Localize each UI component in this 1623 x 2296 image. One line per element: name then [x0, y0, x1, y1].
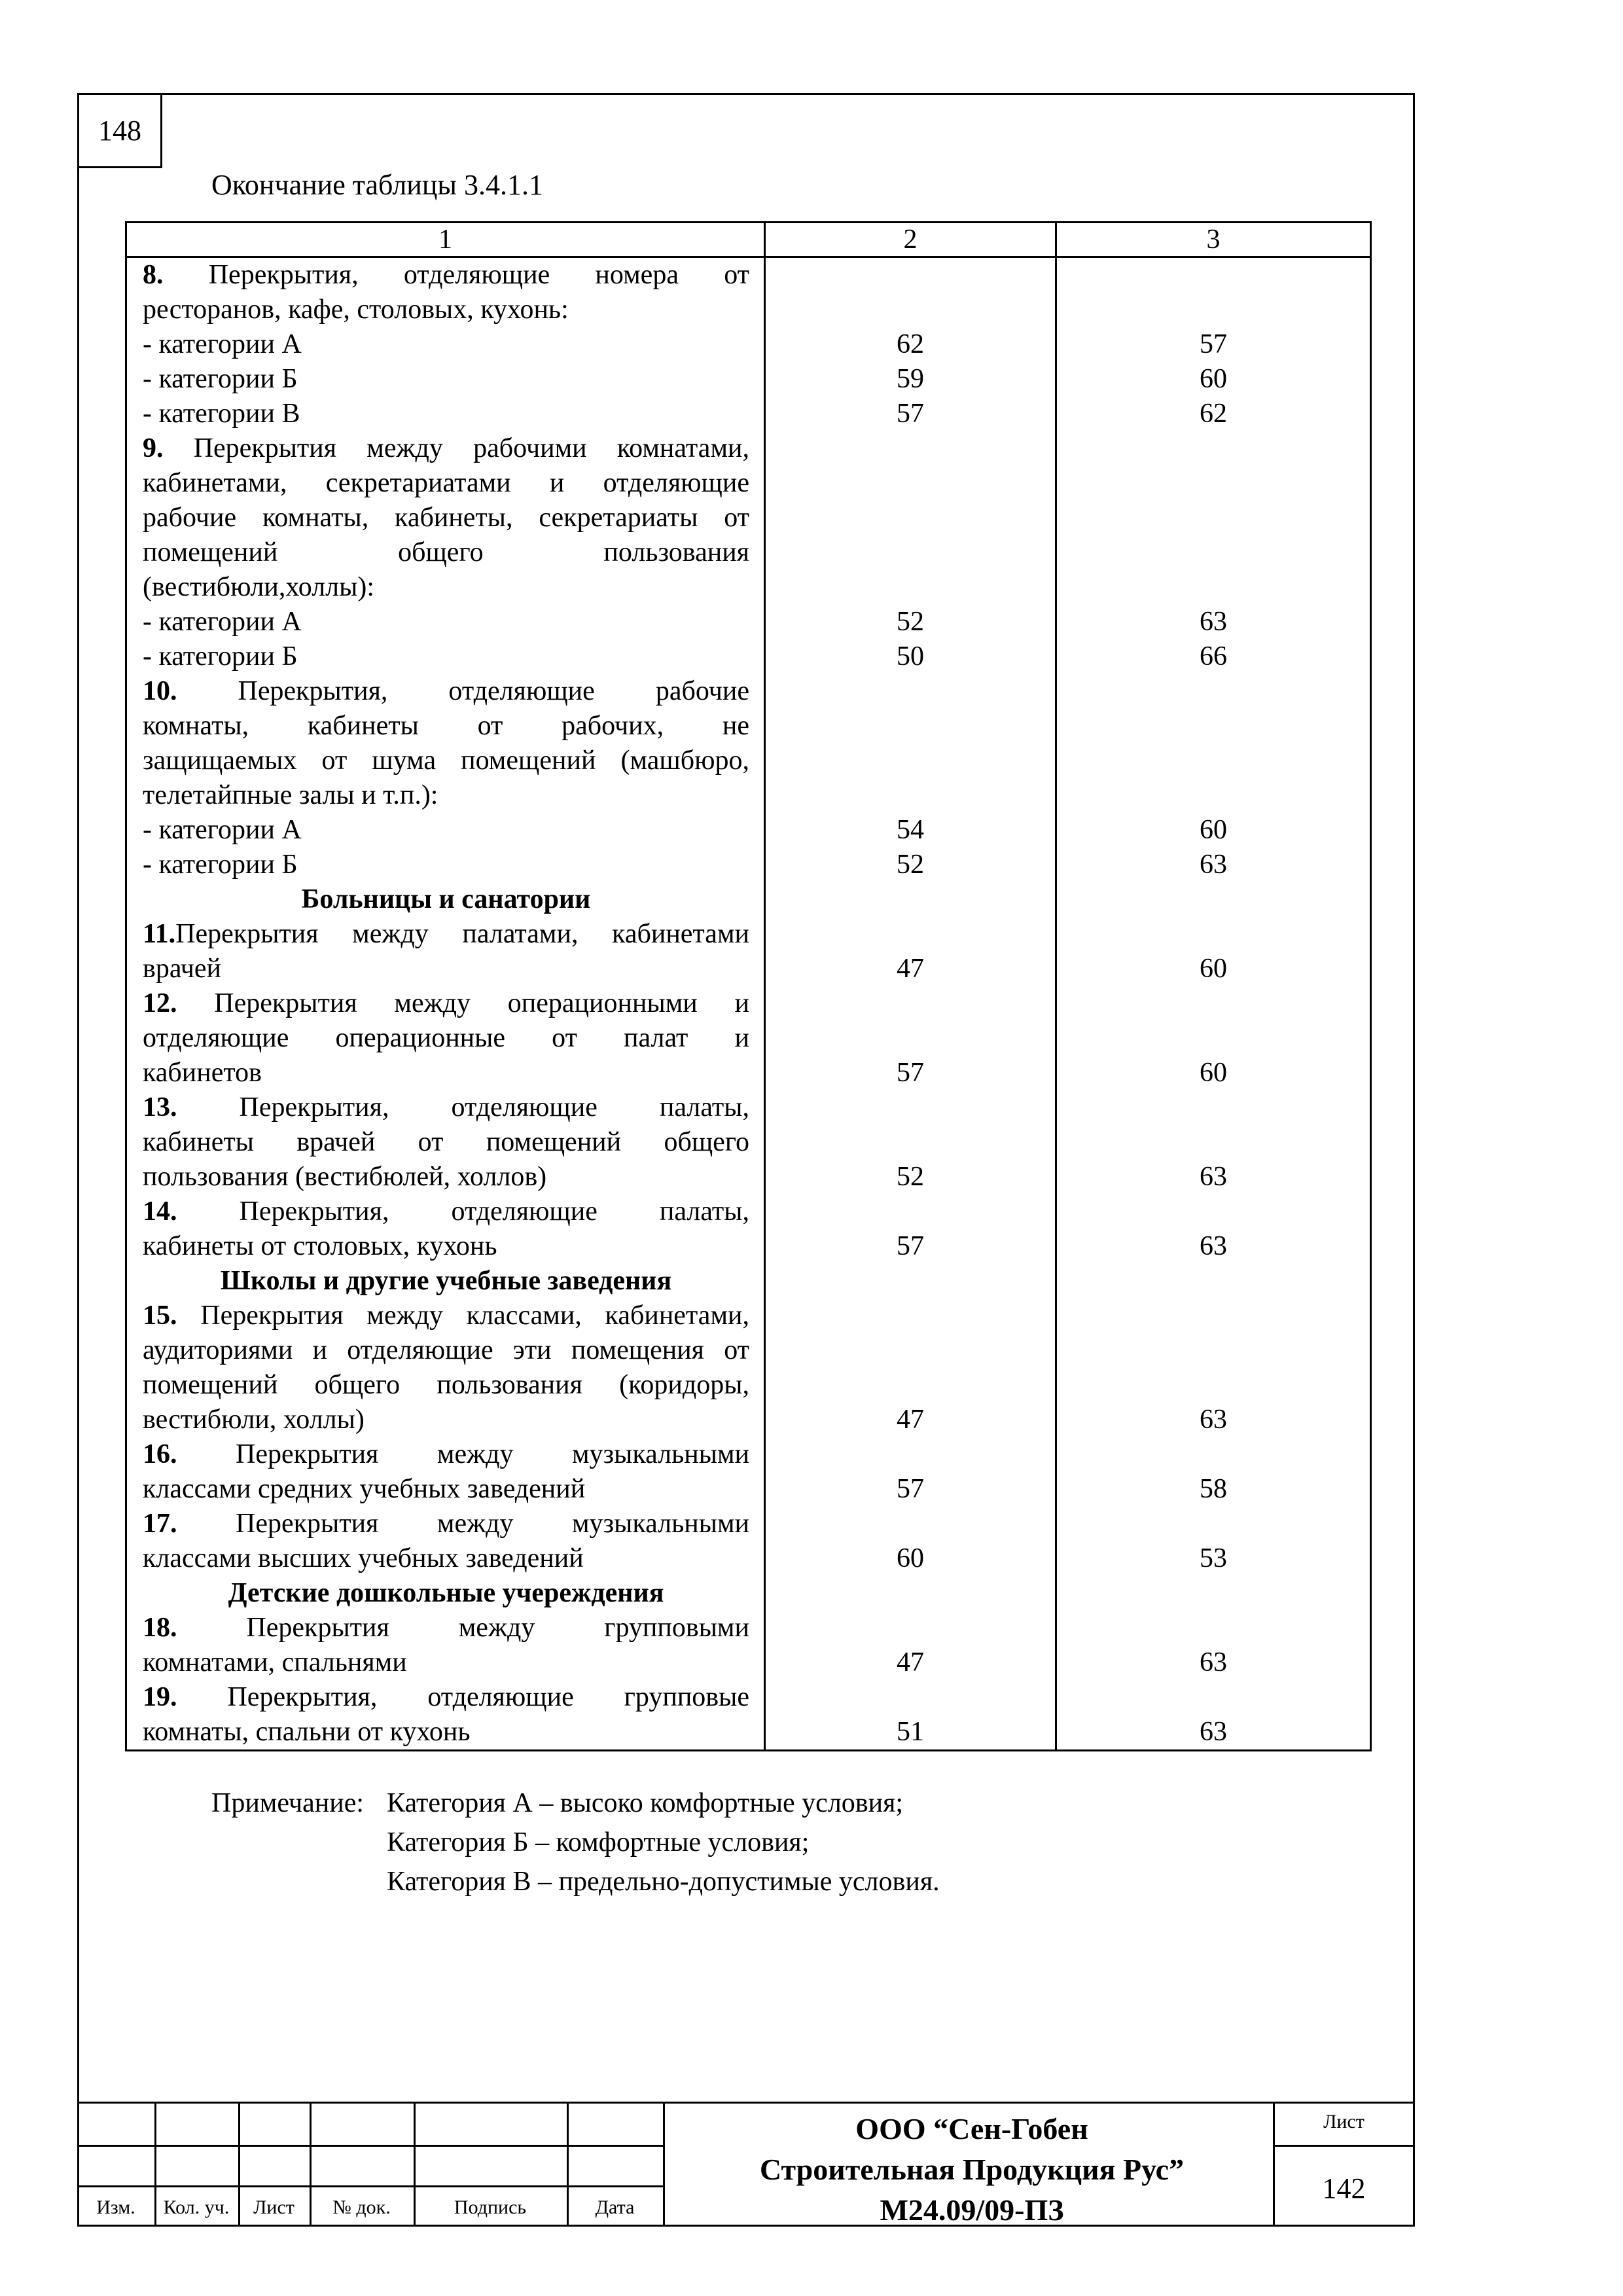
- note-label: Примечание:: [211, 1788, 365, 1818]
- description-line: (вестибюли,холлы):: [143, 572, 375, 602]
- cell-value-2: [765, 1299, 1056, 1437]
- value-col-2: [766, 293, 1055, 327]
- cell-description: [126, 257, 765, 328]
- cell-description: [126, 397, 765, 431]
- cell-value-2: [765, 1507, 1056, 1576]
- cell-value-3: [1056, 674, 1371, 813]
- cell-description: [126, 1437, 765, 1507]
- cell-value-3: [1056, 848, 1371, 882]
- cell-value-2: [765, 1611, 1056, 1680]
- cell-value-3: [1056, 813, 1371, 848]
- value-col-3: [1057, 293, 1370, 327]
- description-line: кабинеты врачей от помещений общего: [143, 1127, 749, 1157]
- title-block-cell: [238, 2145, 310, 2185]
- description-line: кабинетами, секретариатами и отделяющие: [143, 468, 749, 498]
- cell-value-3: [1056, 1611, 1371, 1680]
- header-col-2: 2: [765, 223, 1056, 257]
- cell-value-3: [1056, 1194, 1371, 1264]
- cell-value-3: [1056, 1264, 1371, 1299]
- value-col-2: 57: [897, 399, 924, 429]
- cell-value-3: [1056, 1680, 1371, 1751]
- table-caption: Окончание таблицы 3.4.1.1: [211, 169, 543, 201]
- table-header-row: [126, 223, 1371, 257]
- note-line: Категория Б – комфортные условия;: [387, 1827, 810, 1857]
- title-block-cell: [310, 2102, 414, 2145]
- cell-value-3: [1056, 605, 1371, 639]
- value-col-2: 57: [897, 1058, 924, 1088]
- stamp-label: Изм.: [96, 2197, 135, 2218]
- cell-value-3: [1056, 362, 1371, 397]
- value-col-2: 60: [897, 1543, 924, 1573]
- table-row: [126, 848, 1371, 882]
- description-line: 9. Перекрытия между рабочими комнатами,: [143, 433, 749, 463]
- description-line: аудиториями и отделяющие эти помещения от: [143, 1335, 749, 1365]
- description-line: отделяющие операционные от палат и: [143, 1023, 749, 1053]
- cell-value-3: [1056, 882, 1371, 917]
- value-col-2: 54: [897, 815, 924, 845]
- title-block-cell: [238, 2102, 310, 2145]
- cell-value-2: [765, 1680, 1056, 1751]
- cell-description: [126, 1507, 765, 1576]
- cell-description: [126, 674, 765, 813]
- cell-value-2: [765, 431, 1056, 605]
- cell-value-2: [765, 1437, 1056, 1507]
- cell-value-3: [1056, 639, 1371, 674]
- page-number: 148: [77, 93, 162, 168]
- cell-value-3: [1056, 327, 1371, 362]
- document-code: М24.09/09-ПЗ: [880, 2193, 1064, 2227]
- description-line: 14. Перекрытия, отделяющие палаты,: [143, 1196, 749, 1227]
- title-block-cell: [414, 2102, 567, 2145]
- table-row: [126, 917, 1371, 986]
- table-row: [126, 605, 1371, 639]
- table-row: [126, 257, 1371, 328]
- table-row: [126, 327, 1371, 362]
- description-line: 15. Перекрытия между классами, кабинетами,: [143, 1300, 749, 1331]
- description-line: защищаемых от шума помещений (машбюро,: [143, 745, 749, 776]
- value-col-3: [1057, 570, 1370, 605]
- cell-value-3: [1056, 1507, 1371, 1576]
- value-col-3: 63: [1200, 607, 1227, 637]
- value-col-3: 63: [1200, 1162, 1227, 1192]
- cell-description: [126, 848, 765, 882]
- cell-value-3: [1056, 397, 1371, 431]
- value-col-3: 63: [1200, 850, 1227, 880]
- description-line: помещений общего пользования (коридоры,: [143, 1370, 749, 1400]
- cell-value-3: [1056, 986, 1371, 1090]
- value-col-2: [766, 778, 1055, 813]
- header-col-3: 3: [1056, 223, 1371, 257]
- table-row: [126, 1611, 1371, 1680]
- cell-description: [126, 362, 765, 397]
- value-col-3: 63: [1200, 1405, 1227, 1435]
- value-col-2: 59: [897, 364, 924, 394]
- description-line: комнаты, кабинеты от рабочих, не: [143, 711, 749, 741]
- title-block-cell: [154, 2102, 238, 2145]
- value-col-3: 62: [1200, 399, 1227, 429]
- value-col-2: 57: [897, 1474, 924, 1504]
- cell-value-2: [765, 848, 1056, 882]
- cell-description: [126, 1194, 765, 1264]
- cell-value-3: [1056, 257, 1371, 328]
- description-line: - категории А: [143, 329, 302, 359]
- value-col-3: 63: [1200, 1717, 1227, 1747]
- value-col-2: 52: [897, 1162, 924, 1192]
- description-line: - категории А: [143, 607, 302, 637]
- title-block-cell: [77, 2102, 154, 2145]
- section-title: Больницы и санатории: [301, 884, 591, 914]
- cell-description: [126, 1299, 765, 1437]
- description-line: помещений общего пользования: [143, 537, 749, 567]
- description-line: - категории В: [143, 399, 300, 429]
- value-col-2: 51: [897, 1717, 924, 1747]
- description-line: - категории А: [143, 815, 302, 845]
- sheet-number: 142: [1322, 2172, 1366, 2204]
- value-col-3: 63: [1200, 1647, 1227, 1677]
- table-row: [126, 397, 1371, 431]
- cell-value-3: [1056, 431, 1371, 605]
- value-col-2: 47: [897, 1405, 924, 1435]
- description-line: - категории Б: [143, 364, 298, 394]
- cell-value-2: [765, 813, 1056, 848]
- value-col-2: 50: [897, 641, 924, 672]
- organization-name: [661, 2109, 1283, 2231]
- cell-value-2: [765, 397, 1056, 431]
- cell-value-2: [765, 362, 1056, 397]
- cell-description: [126, 605, 765, 639]
- description-line: врачей: [143, 954, 222, 984]
- description-line: - категории Б: [143, 641, 298, 672]
- description-line: комнаты, спальни от кухонь: [143, 1717, 471, 1747]
- description-line: рабочие комнаты, кабинеты, секретариаты от: [143, 503, 749, 533]
- description-line: вестибюли, холлы): [143, 1405, 365, 1435]
- description-line: 12. Перекрытия между операционными и: [143, 988, 749, 1018]
- value-col-3: [1057, 778, 1370, 813]
- description-line: классами средних учебных заведений: [143, 1474, 586, 1504]
- title-block-cell: [414, 2145, 567, 2185]
- description-line: 16. Перекрытия между музыкальными: [143, 1439, 749, 1469]
- title-block-cell: [567, 2145, 663, 2185]
- stamp-label: Кол. уч.: [163, 2197, 230, 2218]
- value-col-3: 60: [1200, 364, 1227, 394]
- cell-value-2: [765, 257, 1056, 328]
- stamp-label: Лист: [253, 2197, 294, 2218]
- description-line: комнатами, спальнями: [143, 1647, 407, 1677]
- header-col-1: 1: [126, 223, 765, 257]
- cell-value-3: [1056, 1090, 1371, 1194]
- description-line: - категории Б: [143, 850, 298, 880]
- value-col-2: 52: [897, 850, 924, 880]
- title-block-cell: [310, 2145, 414, 2185]
- cell-value-2: [765, 1090, 1056, 1194]
- table-row: [126, 674, 1371, 813]
- value-col-3: 63: [1200, 1231, 1227, 1261]
- table-row: [126, 431, 1371, 605]
- cell-value-3: [1056, 1576, 1371, 1611]
- cell-value-2: [765, 882, 1056, 917]
- cell-description: [126, 882, 765, 917]
- note-line: Категория А – высоко комфортные условия;: [387, 1788, 904, 1818]
- table-row: [126, 1437, 1371, 1507]
- value-col-2: 62: [897, 329, 924, 359]
- section-title: Школы и другие учебные заведения: [220, 1266, 672, 1296]
- section-row: [126, 882, 1371, 917]
- table-row: [126, 1507, 1371, 1576]
- description-line: телетайпные залы и т.п.):: [143, 780, 438, 810]
- value-col-2: [766, 570, 1055, 605]
- value-col-2: 57: [897, 1231, 924, 1261]
- stamp-label: Дата: [595, 2197, 635, 2218]
- cell-description: [126, 431, 765, 605]
- cell-value-3: [1056, 1299, 1371, 1437]
- description-line: 8. Перекрытия, отделяющие номера от: [143, 260, 749, 290]
- section-row: [126, 1576, 1371, 1611]
- value-col-3: 57: [1200, 329, 1227, 359]
- description-line: 19. Перекрытия, отделяющие групповые: [143, 1682, 749, 1712]
- description-line: ресторанов, кафе, столовых, кухонь:: [143, 295, 569, 325]
- section-title: Детские дошкольные учереждения: [228, 1578, 664, 1608]
- acoustic-table: [125, 221, 1372, 1751]
- cell-value-2: [765, 639, 1056, 674]
- title-block-cell: [567, 2102, 663, 2145]
- cell-value-2: [765, 1264, 1056, 1299]
- stamp-label: № док.: [332, 2197, 391, 2218]
- note-line: Категория В – предельно-допустимые условия.: [387, 1867, 940, 1897]
- cell-value-2: [765, 986, 1056, 1090]
- title-block-cell: [77, 2145, 154, 2185]
- cell-description: [126, 1611, 765, 1680]
- table-row: [126, 1194, 1371, 1264]
- value-col-3: 60: [1200, 1058, 1227, 1088]
- value-col-3: 60: [1200, 954, 1227, 984]
- table-row: [126, 986, 1371, 1090]
- cell-description: [126, 1576, 765, 1611]
- cell-value-2: [765, 674, 1056, 813]
- description-line: 13. Перекрытия, отделяющие палаты,: [143, 1092, 749, 1122]
- description-line: 11.Перекрытия между палатами, кабинетами: [143, 919, 749, 949]
- description-line: 18. Перекрытия между групповыми: [143, 1613, 749, 1643]
- description-line: 10. Перекрытия, отделяющие рабочие: [143, 676, 749, 706]
- sheet-label: Лист: [1323, 2111, 1364, 2132]
- cell-value-2: [765, 1576, 1056, 1611]
- cell-description: [126, 1264, 765, 1299]
- value-col-2: 47: [897, 1647, 924, 1677]
- cell-value-2: [765, 917, 1056, 986]
- description-line: пользования (вестибюлей, холлов): [143, 1162, 547, 1192]
- description-line: кабинеты от столовых, кухонь: [143, 1231, 497, 1261]
- description-line: кабинетов: [143, 1058, 262, 1088]
- cell-description: [126, 639, 765, 674]
- cell-description: [126, 1680, 765, 1751]
- value-col-3: 53: [1200, 1543, 1227, 1573]
- section-row: [126, 1264, 1371, 1299]
- table-row: [126, 813, 1371, 848]
- cell-description: [126, 327, 765, 362]
- cell-value-2: [765, 1194, 1056, 1264]
- cell-description: [126, 986, 765, 1090]
- table-row: [126, 1680, 1371, 1751]
- value-col-3: 60: [1200, 815, 1227, 845]
- table-row: [126, 362, 1371, 397]
- cell-value-2: [765, 327, 1056, 362]
- cell-description: [126, 813, 765, 848]
- table-row: [126, 1299, 1371, 1437]
- org-line: ООО “Сен-Гобен: [855, 2112, 1088, 2145]
- cell-value-3: [1056, 1437, 1371, 1507]
- description-line: 17. Перекрытия между музыкальными: [143, 1509, 749, 1539]
- description-line: классами высших учебных заведений: [143, 1543, 584, 1573]
- table-row: [126, 639, 1371, 674]
- stamp-label: Подпись: [454, 2197, 527, 2218]
- table-row: [126, 1090, 1371, 1194]
- value-col-3: 66: [1200, 641, 1227, 672]
- org-line: Строительная Продукция Рус”: [759, 2153, 1185, 2186]
- cell-value-3: [1056, 917, 1371, 986]
- cell-description: [126, 917, 765, 986]
- cell-value-2: [765, 605, 1056, 639]
- value-col-2: 52: [897, 607, 924, 637]
- value-col-3: 58: [1200, 1474, 1227, 1504]
- cell-description: [126, 1090, 765, 1194]
- title-block-cell: [154, 2145, 238, 2185]
- value-col-2: 47: [897, 954, 924, 984]
